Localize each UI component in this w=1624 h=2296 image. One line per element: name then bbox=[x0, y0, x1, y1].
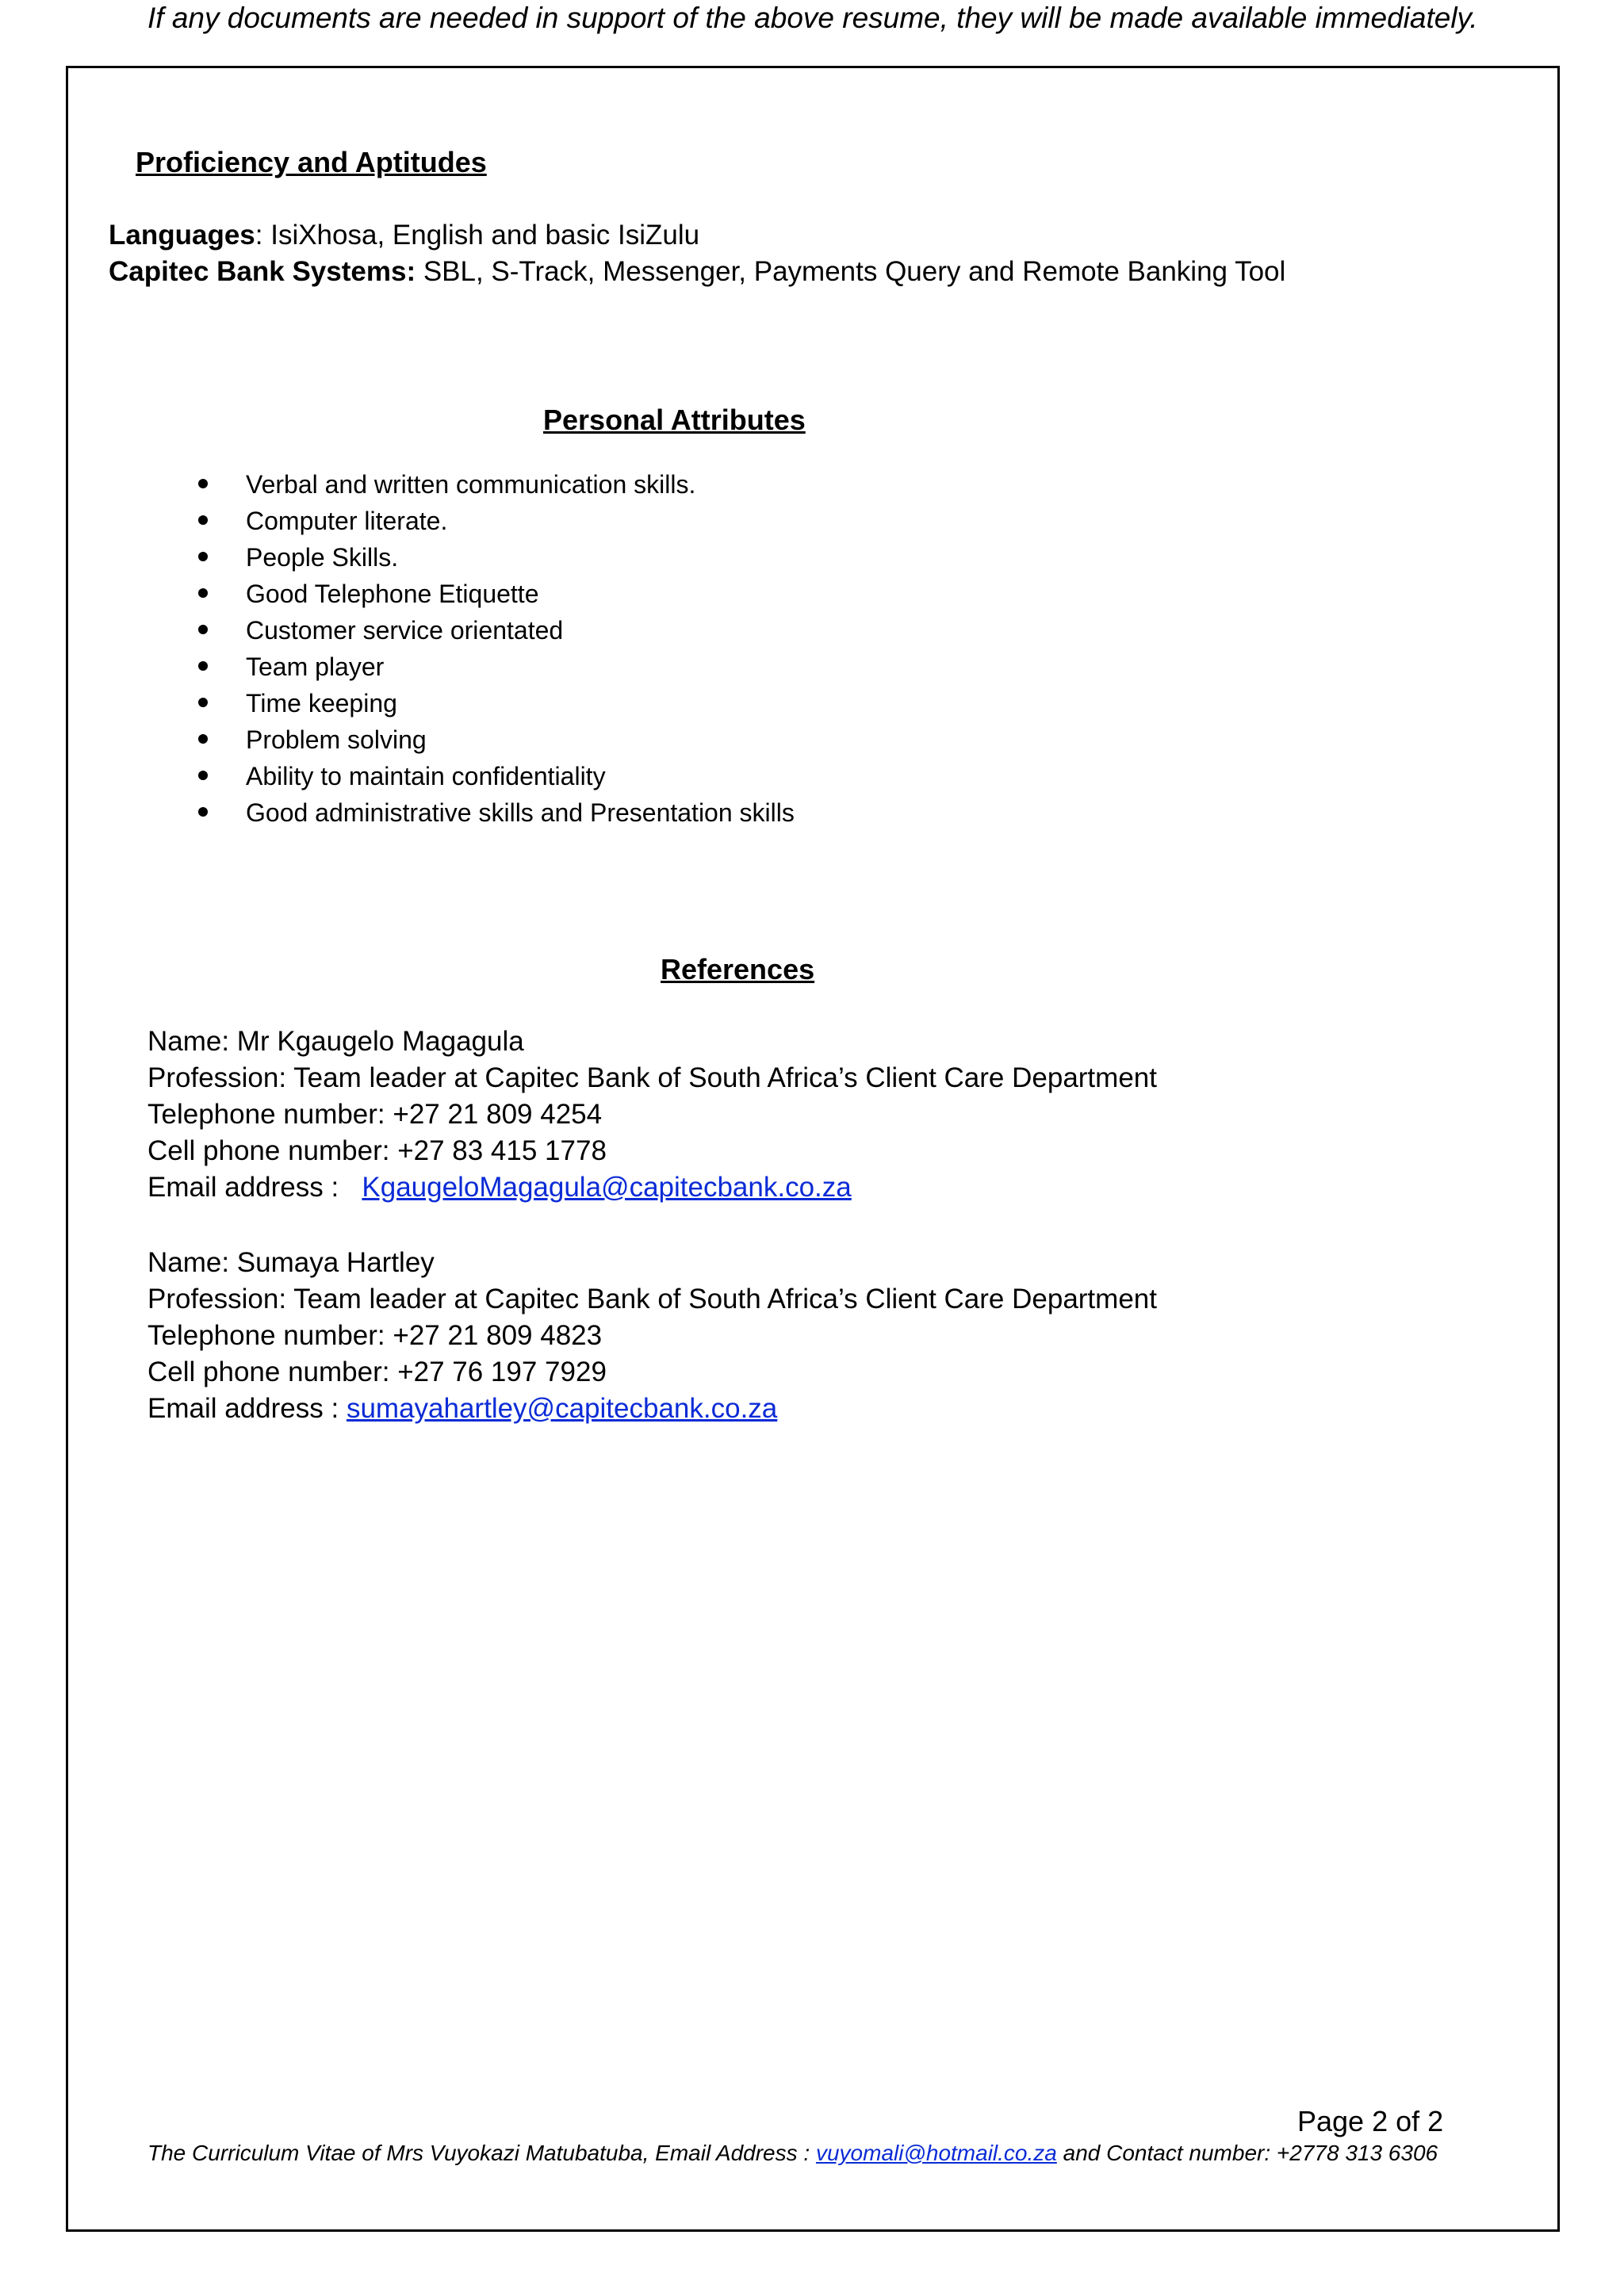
bullet-icon bbox=[198, 661, 208, 671]
systems-line bbox=[109, 254, 1285, 290]
languages-line bbox=[109, 217, 699, 254]
reference-email-link[interactable]: sumayahartley@capitecbank.co.za bbox=[346, 1393, 778, 1424]
list-item: Good Telephone Etiquette bbox=[198, 576, 795, 612]
bullet-icon bbox=[198, 552, 208, 561]
reference-email-line bbox=[147, 1169, 1157, 1206]
list-item: Computer literate. bbox=[198, 503, 795, 539]
footer-suffix: and Contact number: +2778 313 6306 bbox=[1063, 2141, 1438, 2165]
footer-prefix: The Curriculum Vitae of Mrs Vuyokazi Matubatuba, Email Address : bbox=[147, 2141, 810, 2165]
bullet-icon bbox=[198, 588, 208, 598]
reference-cell: Cell phone number: +27 83 415 1778 bbox=[147, 1135, 607, 1166]
list-item: Good administrative skills and Presentation skills bbox=[198, 794, 795, 831]
list-item: Time keeping bbox=[198, 685, 795, 721]
footer bbox=[147, 2141, 1438, 2166]
reference-name: Name: Sumaya Hartley bbox=[147, 1247, 435, 1278]
reference-cell: Cell phone number: +27 76 197 7929 bbox=[147, 1357, 607, 1387]
systems-value: SBL, S-Track, Messenger, Payments Query and Remote Banking Tool bbox=[416, 256, 1286, 287]
bullet-icon bbox=[198, 515, 208, 525]
references-heading: References bbox=[661, 953, 815, 985]
reference-name: Name: Mr Kgaugelo Magagula bbox=[147, 1026, 524, 1057]
bullet-icon bbox=[198, 771, 208, 780]
languages-value: : IsiXhosa, English and basic IsiZulu bbox=[255, 220, 700, 251]
list-item: Ability to maintain confidentiality bbox=[198, 758, 795, 794]
reference-1 bbox=[147, 1024, 1157, 1206]
page-number: Page 2 of 2 bbox=[1297, 2105, 1444, 2137]
list-item: Customer service orientated bbox=[198, 612, 795, 649]
bullet-icon bbox=[198, 807, 208, 817]
systems-label: Capitec Bank Systems: bbox=[109, 256, 416, 287]
bullet-icon bbox=[198, 625, 208, 634]
reference-email-label: Email address : bbox=[147, 1172, 339, 1203]
list-item: Team player bbox=[198, 649, 795, 685]
bullet-icon bbox=[198, 734, 208, 744]
attributes-heading: Personal Attributes bbox=[543, 404, 806, 436]
languages-label: Languages bbox=[109, 220, 255, 251]
reference-email-line bbox=[147, 1391, 1157, 1427]
bullet-icon bbox=[198, 698, 208, 707]
attributes-list bbox=[198, 466, 795, 831]
reference-email-link[interactable]: KgaugeloMagagula@capitecbank.co.za bbox=[362, 1172, 852, 1203]
list-item: Verbal and written communication skills. bbox=[198, 466, 795, 503]
proficiency-heading: Proficiency and Aptitudes bbox=[136, 146, 487, 178]
bullet-icon bbox=[198, 479, 208, 488]
reference-telephone: Telephone number: +27 21 809 4823 bbox=[147, 1320, 603, 1351]
reference-email-label: Email address : bbox=[147, 1393, 339, 1424]
top-note: If any documents are needed in support of the above resume, they will be made available immediately. bbox=[147, 2, 1478, 34]
reference-profession: Profession: Team leader at Capitec Bank of South Africa’s Client Care Department bbox=[147, 1284, 1157, 1314]
reference-telephone: Telephone number: +27 21 809 4254 bbox=[147, 1099, 603, 1130]
reference-profession: Profession: Team leader at Capitec Bank of South Africa’s Client Care Department bbox=[147, 1062, 1157, 1093]
list-item: People Skills. bbox=[198, 539, 795, 576]
reference-2 bbox=[147, 1245, 1157, 1427]
list-item: Problem solving bbox=[198, 721, 795, 758]
footer-email-link[interactable]: vuyomali@hotmail.co.za bbox=[815, 2141, 1057, 2165]
